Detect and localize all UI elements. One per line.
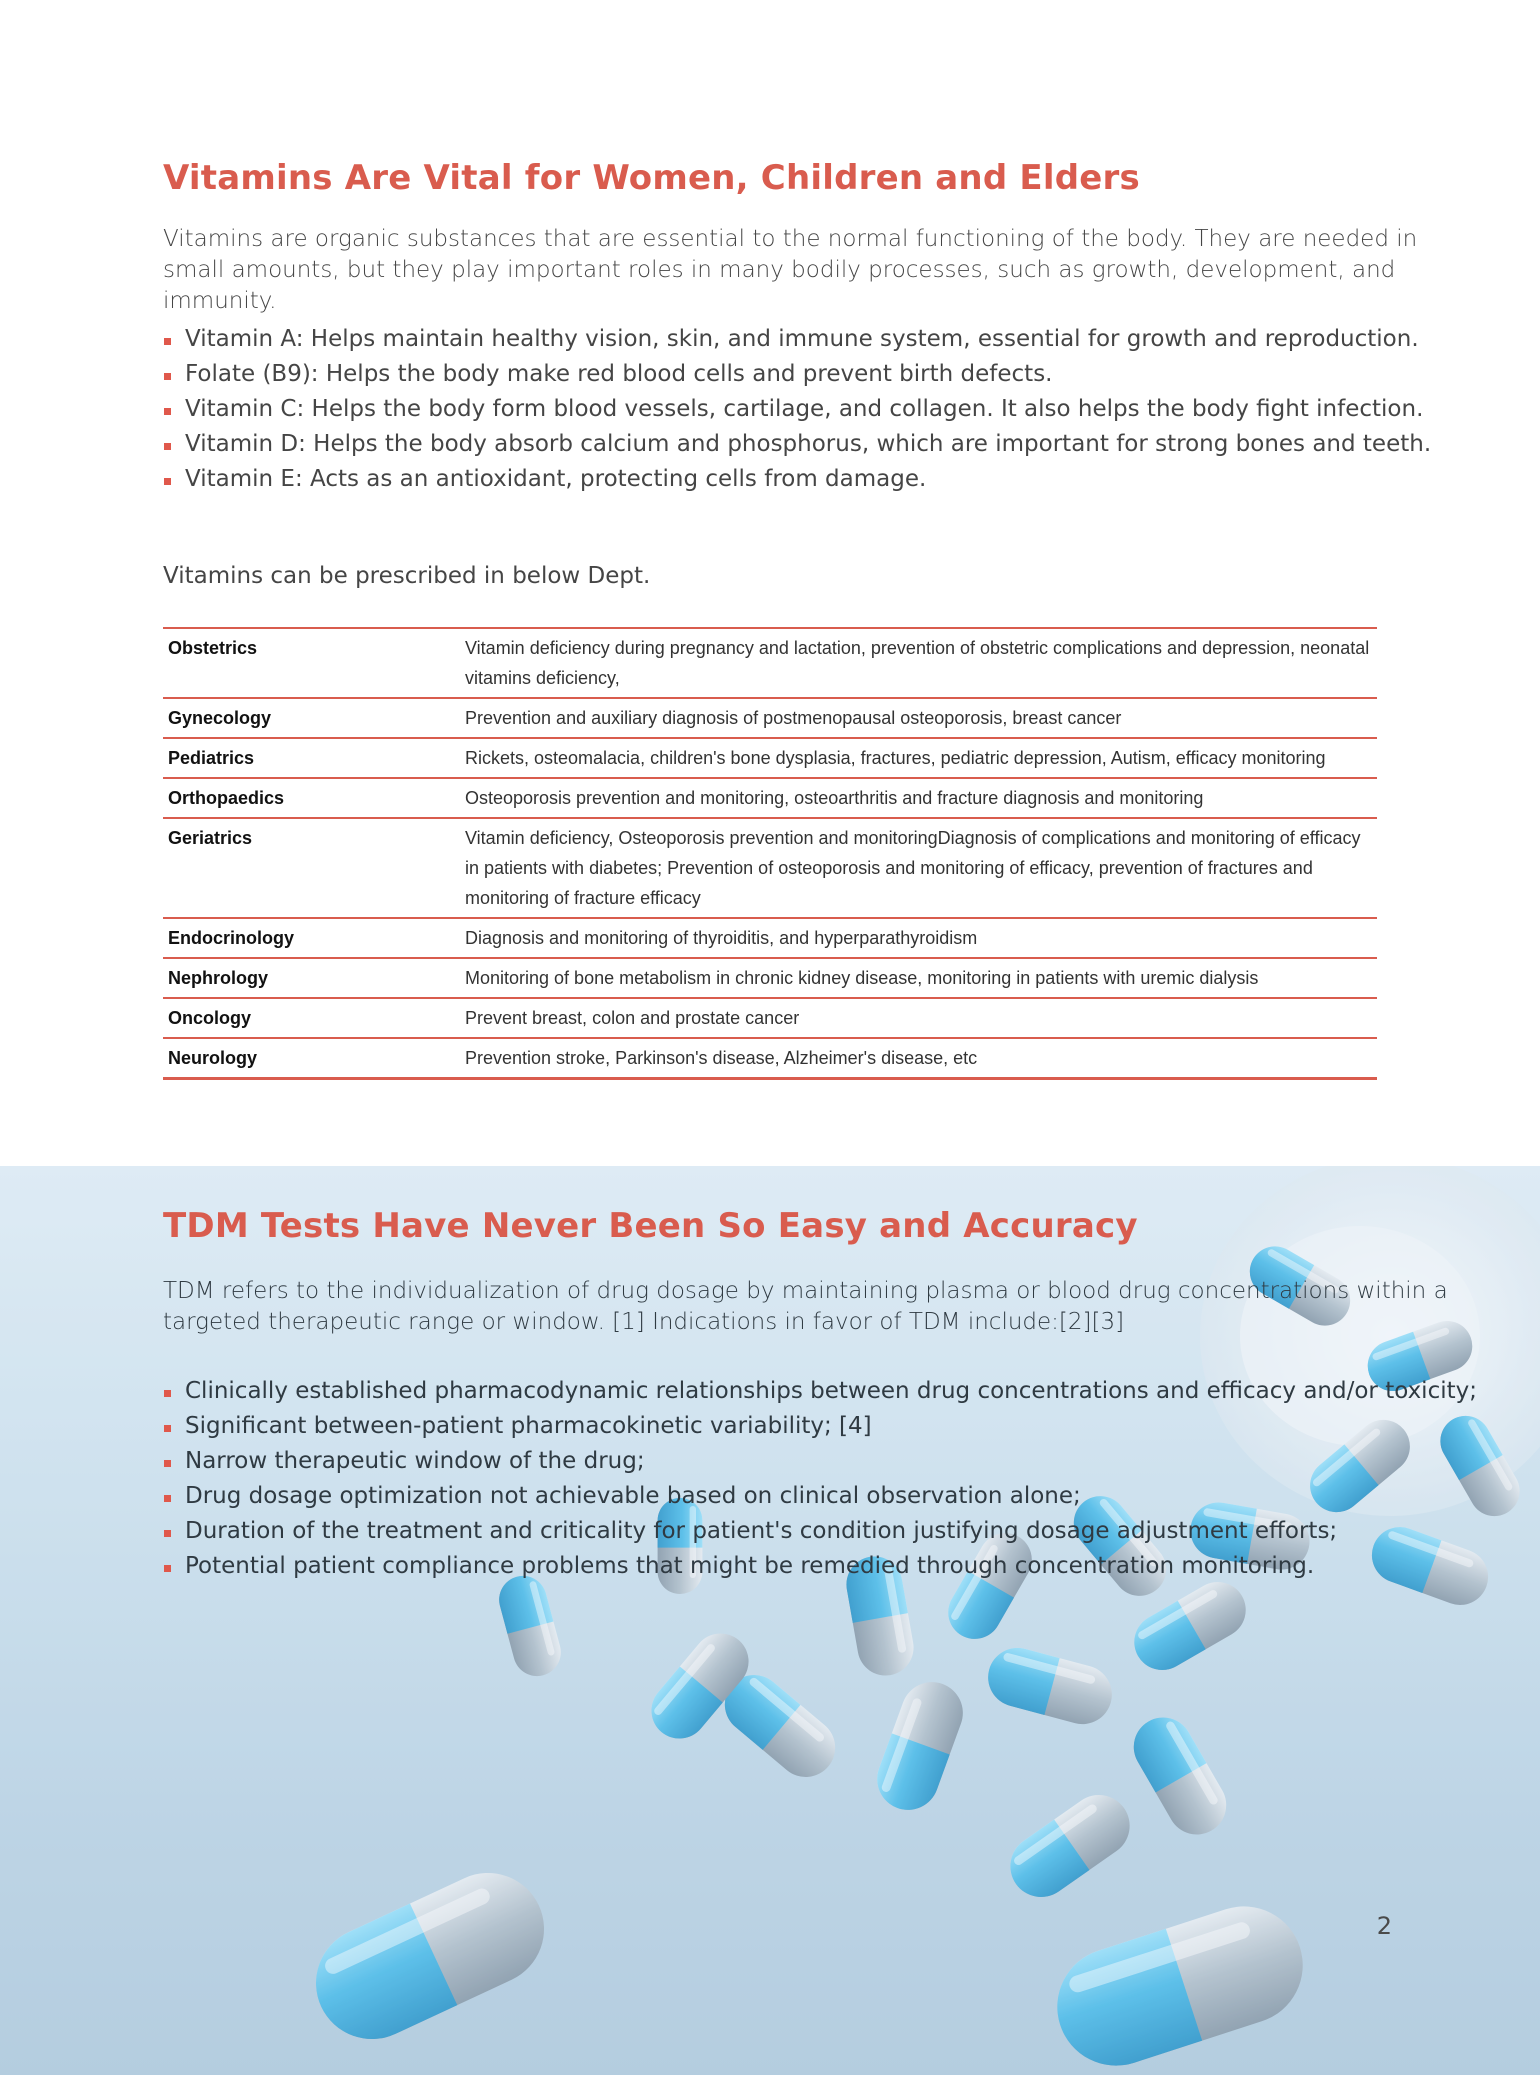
department-table [163,627,1377,1080]
table-row [163,818,1377,918]
table-row [163,698,1377,738]
department-name: Endocrinology [163,918,460,958]
table-row [163,998,1377,1038]
department-name: Obstetrics [163,628,460,698]
table-row [163,628,1377,698]
list-item: Clinically established pharmacodynamic relationships between drug concentrations and efficacy and/or toxicity; [163,1374,1483,1409]
department-name: Orthopaedics [163,778,460,818]
tdm-list [163,1374,1483,1584]
department-desc: Rickets, osteomalacia, children's bone dysplasia, fractures, pediatric depression, Autism, efficacy monitoring [460,738,1377,778]
tdm-title: TDM Tests Have Never Been So Easy and Accuracy [163,1206,1138,1246]
list-item: Vitamin E: Acts as an antioxidant, protecting cells from damage. [163,462,1463,497]
department-desc: Prevention stroke, Parkinson's disease, Alzheimer's disease, etc [460,1038,1377,1079]
table-row [163,778,1377,818]
department-name: Oncology [163,998,460,1038]
department-desc: Prevent breast, colon and prostate cancer [460,998,1377,1038]
vitamins-title: Vitamins Are Vital for Women, Children and Elders [163,158,1140,198]
table-row [163,958,1377,998]
vitamins-list [163,322,1463,497]
department-name: Nephrology [163,958,460,998]
department-desc: Monitoring of bone metabolism in chronic kidney disease, monitoring in patients with uremic dialysis [460,958,1377,998]
list-item: Vitamin D: Helps the body absorb calcium and phosphorus, which are important for strong bones and teeth. [163,427,1463,462]
page-number: 2 [1376,1912,1392,1940]
department-desc: Prevention and auxiliary diagnosis of postmenopausal osteoporosis, breast cancer [460,698,1377,738]
department-name: Neurology [163,1038,460,1079]
list-item: Duration of the treatment and criticality for patient's condition justifying dosage adjustment efforts; [163,1514,1483,1549]
vitamins-intro: Vitamins are organic substances that are essential to the normal functioning of the body. They are needed in small amounts, but they play important roles in many bodily processes, such as growth, development, and immunity. [163,226,1418,314]
dept-note: Vitamins can be prescribed in below Dept. [163,563,651,589]
department-name: Pediatrics [163,738,460,778]
list-item: Significant between-patient pharmacokinetic variability; [4] [163,1409,1483,1444]
department-name: Geriatrics [163,818,460,918]
department-desc: Osteoporosis prevention and monitoring, osteoarthritis and fracture diagnosis and monitoring [460,778,1377,818]
table-row [163,738,1377,778]
table-row [163,1038,1377,1079]
department-name: Gynecology [163,698,460,738]
tdm-section [0,1166,1540,2075]
department-desc: Vitamin deficiency during pregnancy and lactation, prevention of obstetric complications and depression, neonatal vitamins deficiency, [460,628,1377,698]
list-item: Potential patient compliance problems that might be remedied through concentration monitoring. [163,1549,1483,1584]
list-item: Vitamin C: Helps the body form blood vessels, cartilage, and collagen. It also helps the body fight infection. [163,392,1463,427]
list-item: Drug dosage optimization not achievable based on clinical observation alone; [163,1479,1483,1514]
department-desc: Diagnosis and monitoring of thyroiditis, and hyperparathyroidism [460,918,1377,958]
department-desc: Vitamin deficiency, Osteoporosis prevention and monitoringDiagnosis of complications and monitoring of efficacy in patients with diabetes; Prevention of osteoporosis and monitoring of efficacy, prevention of fractures and monitoring of fracture efficacy [460,818,1377,918]
list-item: Narrow therapeutic window of the drug; [163,1444,1483,1479]
list-item: Vitamin A: Helps maintain healthy vision, skin, and immune system, essential for growth and reproduction. [163,322,1463,357]
tdm-intro: TDM refers to the individualization of drug dosage by maintaining plasma or blood drug concentrations within a targeted therapeutic range or window. [1] Indications in favor of TDM include:[2][3] [163,1278,1448,1335]
table-row [163,918,1377,958]
list-item: Folate (B9): Helps the body make red blood cells and prevent birth defects. [163,357,1463,392]
